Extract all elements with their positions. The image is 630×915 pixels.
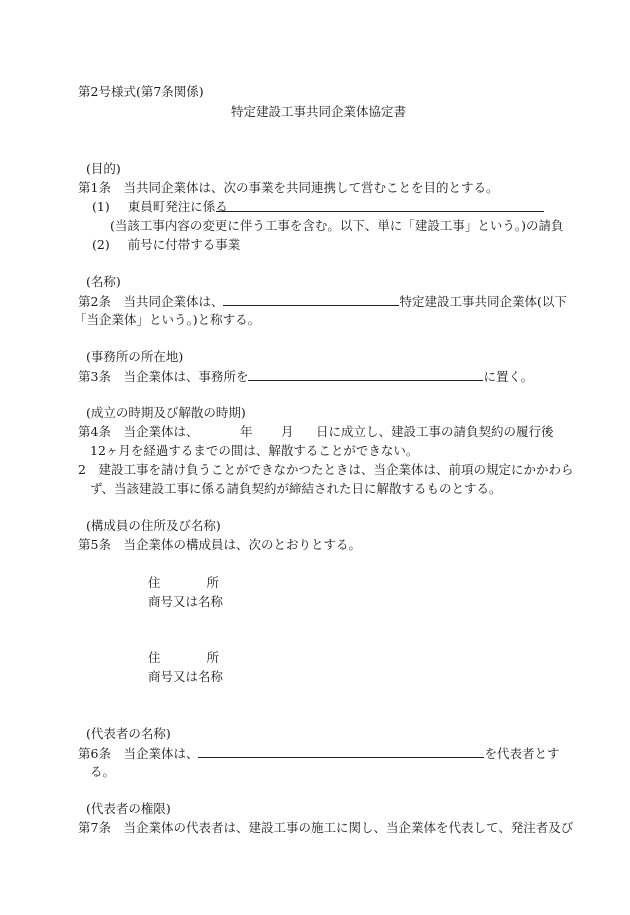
article-7-heading: (代表者の権限) [86, 801, 171, 816]
item-number: (2) [92, 237, 110, 252]
article-4-paragraph-2-continued: ず、当該建設工事に係る請負契約が締結された日に解散するものとする。 [90, 481, 502, 496]
article-1-item-2 [92, 237, 240, 253]
article-6-text [78, 745, 559, 762]
article-4-lead: 第4条 当企業体は、 [78, 424, 199, 439]
article-6-text-continued: る。 [90, 764, 116, 779]
article-2-text [78, 293, 567, 310]
year-label: 年 [240, 424, 253, 439]
office-location-blank[interactable] [248, 368, 483, 381]
article-4-heading: (成立の時期及び解散の時期) [86, 405, 246, 420]
member-2-address-label: 住 所 [148, 650, 220, 665]
article-2-text-continued: 「当企業体」という。)と称する。 [74, 312, 261, 327]
month-label: 月 [281, 424, 294, 439]
article-2-tail: 特定建設工事共同企業体(以下 [399, 294, 567, 309]
representative-name-blank[interactable] [198, 745, 484, 758]
article-1-text: 第1条 当共同企業体は、次の事業を共同連携して営むことを目的とする。 [78, 180, 499, 195]
item-text: 前号に付帯する事業 [127, 237, 241, 252]
item-number: (1) [92, 199, 110, 214]
jv-name-blank[interactable] [223, 293, 399, 306]
article-4-paragraph-2: 2 建設工事を請け負うことができなかつたときは、当企業体は、前項の規定にかかわら [78, 462, 574, 477]
article-5-text: 第5条 当企業体の構成員は、次のとおりとする。 [78, 537, 361, 552]
form-number: 第2号様式(第7条関係) [78, 84, 204, 99]
article-1-item-1 [92, 199, 228, 215]
member-2-name-label: 商号又は名称 [148, 669, 224, 684]
document-title: 特定建設工事共同企業体協定書 [231, 104, 407, 119]
member-1-name-label: 商号又は名称 [148, 594, 224, 609]
article-6-lead: 第6条 当企業体は、 [78, 746, 199, 761]
article-5-heading: (構成員の住所及び名称) [86, 518, 221, 533]
article-4-text-continued: 12ヶ月を経過するまでの間は、解散することができない。 [90, 443, 419, 458]
article-1-item-1-continued: (当該工事内容の変更に伴う工事を含む。以下、単に「建設工事」という。)の請負 [110, 218, 564, 233]
article-3-lead: 第3条 当企業体は、事務所を [78, 369, 249, 384]
article-6-heading: (代表者の名称) [86, 726, 171, 741]
article-2-heading: (名称) [86, 274, 121, 289]
article-3-heading: (事務所の所在地) [86, 349, 184, 364]
article-7-text: 第7条 当企業体の代表者は、建設工事の施工に関し、当企業体を代表して、発注者及び [78, 820, 574, 835]
article-4-day-text: 日に成立し、建設工事の請負契約の履行後 [316, 424, 554, 439]
item-text: 東員町発注に係る [127, 199, 228, 214]
article-1-heading: (目的) [86, 161, 121, 176]
member-1-address-label: 住 所 [148, 575, 220, 590]
article-6-tail: を代表者とす [484, 746, 560, 761]
article-3-tail: に置く。 [483, 369, 534, 384]
article-3-text [78, 368, 533, 385]
project-name-blank[interactable] [216, 199, 544, 216]
article-2-lead: 第2条 当共同企業体は、 [78, 294, 224, 309]
